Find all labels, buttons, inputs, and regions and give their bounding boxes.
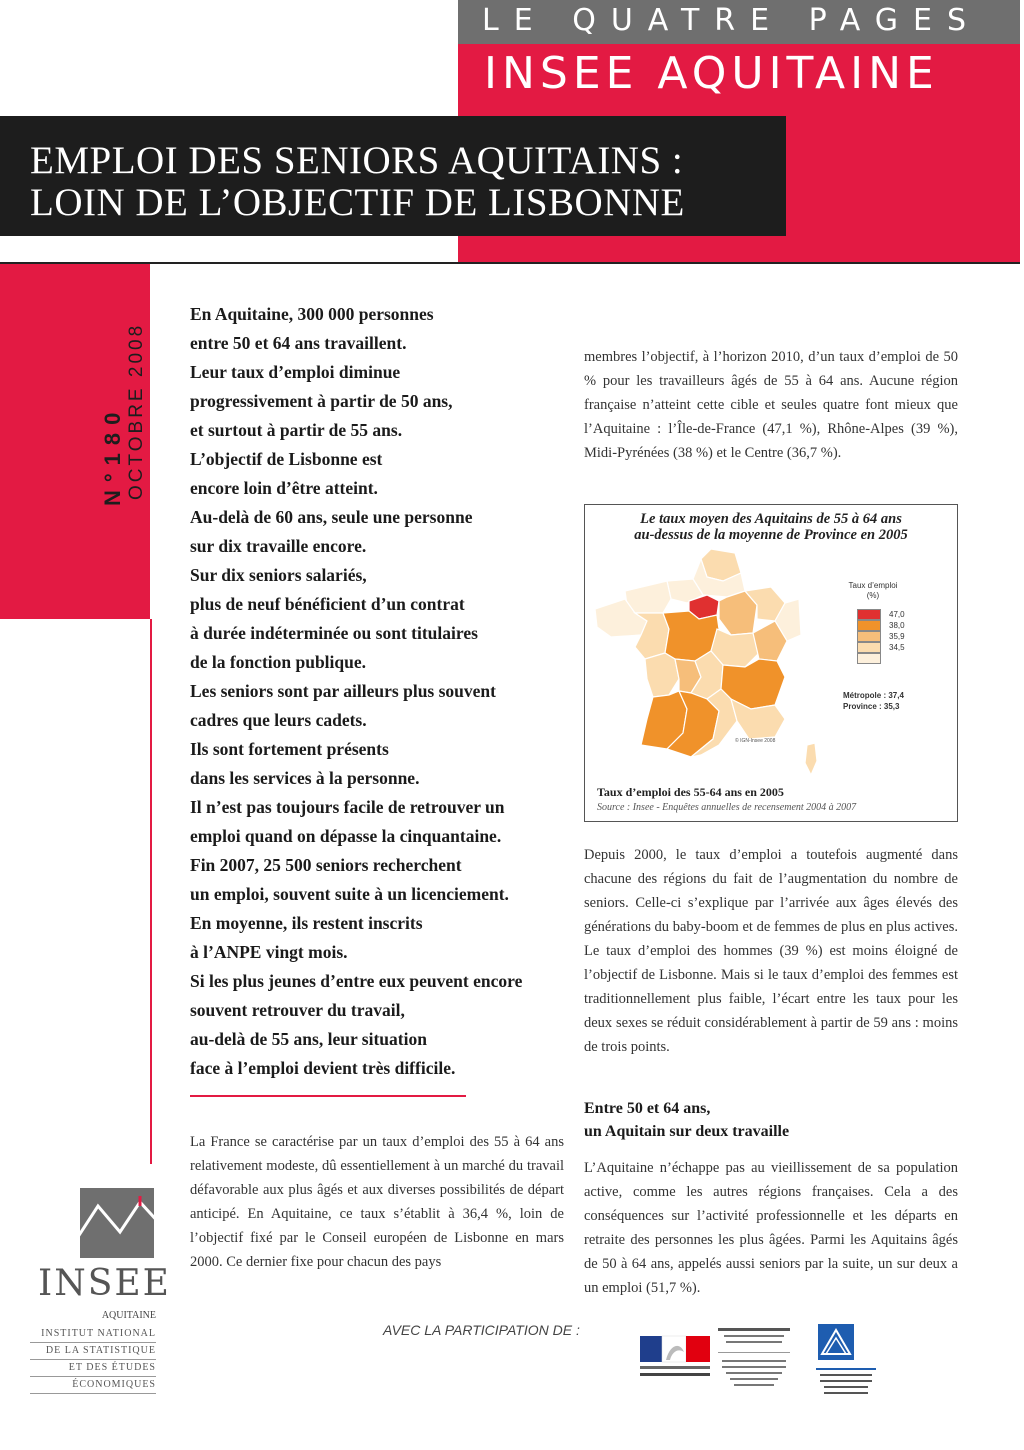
summary-line: à durée indéterminée ou sont titulaires xyxy=(190,623,478,643)
legend-swatch-lowest xyxy=(857,653,881,664)
title-line-2: LOIN DE L’OBJECTIF DE LISBONNE xyxy=(30,181,685,224)
summary-line: face à l’emploi devient très difficile. xyxy=(190,1058,456,1078)
summary-line: cadres que leurs cadets. xyxy=(190,710,367,730)
institute-line-1: INSTITUT NATIONAL xyxy=(30,1326,156,1343)
summary-rule xyxy=(190,1095,466,1097)
republique-francaise-logo xyxy=(640,1332,712,1382)
legend-item xyxy=(857,642,927,653)
france-regions-map xyxy=(595,549,835,779)
figure-title xyxy=(585,511,957,543)
figure-title-line-2: au-dessus de la moyenne de Province en 2005 xyxy=(634,527,908,543)
summary-line: L’objectif de Lisbonne est xyxy=(190,449,383,469)
col2-paragraph-3: L’Aquitaine n’échappe pas au vieillissement de sa population active, comme les autres régions françaises. Cela a des conséquences sur l’activité professionnelle et les départs en retraite des personnes les plus âgées. Parmi les Aquitains âgés de 50 à 64 ans, appelés aussi seniors par la suite, un sur deux a un emploi (51,7 %). xyxy=(584,1160,958,1296)
legend-item xyxy=(857,631,927,642)
summary-line: sur dix travaille encore. xyxy=(190,536,367,556)
institute-line-3: ET DES ÉTUDES xyxy=(30,1360,156,1377)
legend-title-line-1: Taux d’emploi xyxy=(848,581,898,590)
header-rule xyxy=(0,262,1020,264)
brand-name: INSEE AQUITAINE xyxy=(484,48,939,99)
summary-line: Si les plus jeunes d’entre eux peuvent encore xyxy=(190,971,523,991)
section-heading xyxy=(584,1097,958,1143)
series-name: LE QUATRE PAGES xyxy=(482,3,982,38)
legend-swatch xyxy=(857,642,881,653)
summary-line: emploi quand on dépasse la cinquantaine. xyxy=(190,826,502,846)
summary-line: Ils sont fortement présents xyxy=(190,739,389,759)
insee-logo-mark xyxy=(80,1188,154,1258)
legend-value: 38,0 xyxy=(889,621,905,630)
summary-line: plus de neuf bénéficient d’un contrat xyxy=(190,594,465,614)
figure-source: Source : Insee - Enquêtes annuelles de recensement 2004 à 2007 xyxy=(597,802,857,813)
region-corse xyxy=(805,743,817,775)
summary-line: entre 50 et 64 ans travaillent. xyxy=(190,333,407,353)
summary-line: dans les services à la personne. xyxy=(190,768,420,788)
summary-line: Sur dix seniors salariés, xyxy=(190,565,367,585)
legend-value: 34,5 xyxy=(889,643,905,652)
side-rule xyxy=(150,619,152,1164)
map-credit: © IGN-Insee 2008 xyxy=(735,738,776,744)
intro-paragraph: La France se caractérise par un taux d’emploi des 55 à 64 ans relativement modeste, dû essentiellement à un marché du travail défavorable aux plus âgés et aux diverses possibilités de départ anticipé. En Aquitaine, ce taux s’établit à 36,4 %, loin de l’objectif fixé par le Conseil européen de Lisbonne en mars 2000. Ce dernier fixe pour chacun des pays xyxy=(190,1134,564,1270)
col2-paragraph-2: Depuis 2000, le taux d’emploi a toutefois augmenté dans chacune des régions du fait de l’augmentation du nombre de seniors. Celle-ci s’explique par l’arrivée aux âges élevés des générations du baby-boom et de femmes de plus en plus actives. Le taux d’emploi des hommes (39 %) est moins éloigné de l’objectif de Lisbonne. Mais si le taux d’emploi des femmes est traditionnellement plus faible, l’écart entre les taux pour les deux sexes se réduit considérablement à partir de 59 ans : moins de trois points. xyxy=(584,847,958,1055)
institute-line-4: ÉCONOMIQUES xyxy=(30,1377,156,1394)
ministry-logo xyxy=(716,1326,792,1396)
legend-item-lowest xyxy=(857,653,927,664)
legend-value: 47,0 xyxy=(889,610,905,619)
legend-swatch xyxy=(857,631,881,642)
map-figure xyxy=(584,504,958,822)
issue-info xyxy=(100,275,150,510)
legend-item xyxy=(857,609,927,620)
issue-date: OCTOBRE 2008 xyxy=(126,322,147,500)
summary-line: Il n’est pas toujours facile de retrouver un xyxy=(190,797,505,817)
insee-logo-subtitle xyxy=(30,1326,156,1394)
summary-line: à l’ANPE vingt mois. xyxy=(190,942,348,962)
legend-title-line-2: (%) xyxy=(866,591,880,600)
col2-paragraph-1: membres l’objectif, à l’horizon 2010, d’un taux d’emploi de 50 % pour les travailleurs âgés de 55 à 64 ans. Aucune région française n’atteint cette cible et seules quatre font mieux que l’Aquitaine : l’Île-de-France (47,1 %), Rhône-Alpes (39 %), Midi-Pyrénées (38 %) et le Centre (36,7 %). xyxy=(584,349,958,461)
legend-value: 35,9 xyxy=(889,632,905,641)
section-heading-line-1: Entre 50 et 64 ans, xyxy=(584,1100,711,1117)
summary-line: un emploi, souvent suite à un licenciement. xyxy=(190,884,509,904)
legend-swatch xyxy=(857,620,881,631)
summary-line: progressivement à partir de 50 ans, xyxy=(190,391,453,411)
insee-logo-name: INSEE xyxy=(38,1263,171,1304)
summary-line: En moyenne, ils restent inscrits xyxy=(190,913,423,933)
section-heading-line-2: un Aquitain sur deux travaille xyxy=(584,1123,790,1140)
page-title xyxy=(0,116,786,236)
regional-directorate-logo xyxy=(812,1324,882,1400)
metro-average: Métropole : 37,4 xyxy=(843,691,904,700)
summary-line: de la fonction publique. xyxy=(190,652,367,672)
legend-item xyxy=(857,620,927,631)
title-line-1: EMPLOI DES SENIORS AQUITAINS : xyxy=(30,139,684,182)
issue-number: N°180 xyxy=(100,404,125,506)
summary-line: En Aquitaine, 300 000 personnes xyxy=(190,304,434,324)
figure-caption: Taux d’emploi des 55-64 ans en 2005 xyxy=(597,785,784,799)
summary xyxy=(190,300,566,1083)
region-poitou-charentes xyxy=(645,653,679,697)
insee-logo-region: AQUITAINE xyxy=(101,1310,156,1321)
summary-line: encore loin d’être atteint. xyxy=(190,478,378,498)
partners-label: AVEC LA PARTICIPATION DE : xyxy=(383,1322,580,1338)
institute-line-2: DE LA STATISTIQUE xyxy=(30,1343,156,1360)
summary-line: et surtout à partir de 55 ans. xyxy=(190,420,403,440)
summary-line: Au-delà de 60 ans, seule une personne xyxy=(190,507,473,527)
figure-title-line-1: Le taux moyen des Aquitains de 55 à 64 ans xyxy=(640,511,902,527)
summary-line: Fin 2007, 25 500 seniors recherchent xyxy=(190,855,462,875)
legend-swatch xyxy=(857,609,881,620)
summary-line: Leur taux d’emploi diminue xyxy=(190,362,401,382)
province-average: Province : 35,3 xyxy=(843,702,900,711)
summary-line: souvent retrouver du travail, xyxy=(190,1000,405,1020)
legend-title xyxy=(843,581,903,601)
summary-line: au-delà de 55 ans, leur situation xyxy=(190,1029,427,1049)
summary-line: Les seniors sont par ailleurs plus souvent xyxy=(190,681,496,701)
